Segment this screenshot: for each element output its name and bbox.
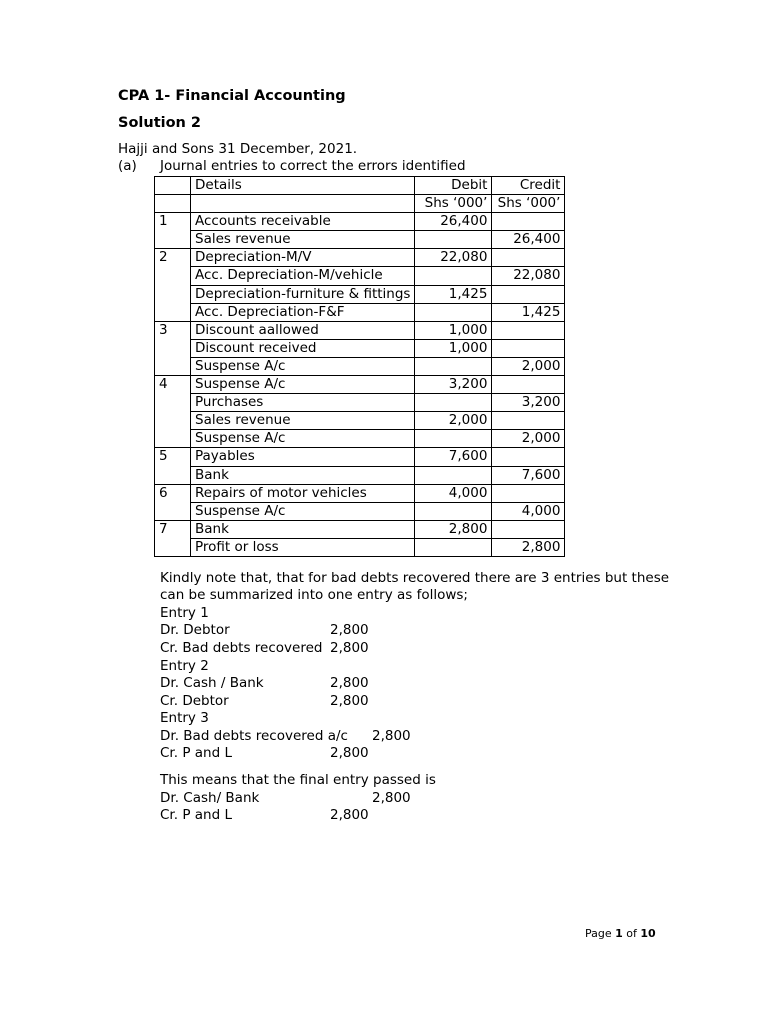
entry-number-cell: 2 xyxy=(155,249,191,321)
debit-cell xyxy=(415,357,492,375)
entry-number-cell: 6 xyxy=(155,484,191,520)
details-cell: Bank xyxy=(191,466,415,484)
header-cell-details: Details xyxy=(191,177,415,195)
company-line: Hajji and Sons 31 December, 2021. xyxy=(118,141,358,157)
table-row xyxy=(155,249,565,267)
table-row xyxy=(155,394,565,412)
entry-3-debit-amount: 2,800 xyxy=(372,728,411,744)
entry-number-cell: 1 xyxy=(155,213,191,249)
credit-cell: 22,080 xyxy=(492,267,565,285)
entry-number-cell: 3 xyxy=(155,321,191,375)
table-row xyxy=(155,502,565,520)
entry-2-credit-amount: 2,800 xyxy=(330,693,369,709)
debit-cell: 22,080 xyxy=(415,249,492,267)
debit-cell: 4,000 xyxy=(415,484,492,502)
debit-cell: 7,600 xyxy=(415,448,492,466)
page-number xyxy=(585,927,656,940)
credit-cell: 2,000 xyxy=(492,430,565,448)
credit-cell xyxy=(492,376,565,394)
credit-cell: 4,000 xyxy=(492,502,565,520)
entry-3-credit-amount: 2,800 xyxy=(330,745,369,761)
debit-cell: 2,000 xyxy=(415,412,492,430)
credit-cell: 2,800 xyxy=(492,538,565,556)
entry-1-debit-label: Dr. Debtor xyxy=(160,622,230,638)
details-cell: Bank xyxy=(191,520,415,538)
entry-2-credit-label: Cr. Debtor xyxy=(160,693,229,709)
details-cell: Discount received xyxy=(191,339,415,357)
details-cell: Acc. Depreciation-M/vehicle xyxy=(191,267,415,285)
entry-3-title: Entry 3 xyxy=(160,710,209,726)
details-cell: Suspense A/c xyxy=(191,502,415,520)
debit-cell: 2,800 xyxy=(415,520,492,538)
final-credit-label: Cr. P and L xyxy=(160,807,232,823)
credit-cell: 3,200 xyxy=(492,394,565,412)
details-cell: Payables xyxy=(191,448,415,466)
details-cell: Discount aallowed xyxy=(191,321,415,339)
unit-cell-debit: Shs ‘000’ xyxy=(415,195,492,213)
course-title: CPA 1- Financial Accounting xyxy=(118,88,346,104)
credit-cell xyxy=(492,448,565,466)
debit-cell xyxy=(415,430,492,448)
entry-1-title: Entry 1 xyxy=(160,605,209,621)
debit-cell xyxy=(415,267,492,285)
final-entry-intro: This means that the final entry passed is xyxy=(160,772,436,788)
page-current: 1 xyxy=(615,927,623,940)
entry-1-credit-amount: 2,800 xyxy=(330,640,369,656)
table-row xyxy=(155,520,565,538)
header-cell-debit: Debit xyxy=(415,177,492,195)
details-cell: Suspense A/c xyxy=(191,430,415,448)
final-debit-label: Dr. Cash/ Bank xyxy=(160,790,260,806)
table-row xyxy=(155,321,565,339)
entry-number-cell: 5 xyxy=(155,448,191,484)
table-row xyxy=(155,430,565,448)
debit-cell: 1,000 xyxy=(415,339,492,357)
table-row xyxy=(155,231,565,249)
table-header-row xyxy=(155,177,565,195)
debit-cell: 3,200 xyxy=(415,376,492,394)
table-row xyxy=(155,412,565,430)
table-unit-row xyxy=(155,195,565,213)
details-cell: Repairs of motor vehicles xyxy=(191,484,415,502)
debit-cell xyxy=(415,303,492,321)
details-cell: Accounts receivable xyxy=(191,213,415,231)
solution-title: Solution 2 xyxy=(118,115,202,131)
part-a-label: (a) xyxy=(118,158,137,174)
credit-cell xyxy=(492,520,565,538)
credit-cell: 26,400 xyxy=(492,231,565,249)
credit-cell xyxy=(492,339,565,357)
entry-3-debit-label: Dr. Bad debts recovered a/c xyxy=(160,728,348,744)
entry-number-cell: 4 xyxy=(155,376,191,448)
debit-cell xyxy=(415,538,492,556)
details-cell: Depreciation-M/V xyxy=(191,249,415,267)
final-debit-amount: 2,800 xyxy=(372,790,411,806)
credit-cell xyxy=(492,412,565,430)
header-cell-credit: Credit xyxy=(492,177,565,195)
unit-cell-credit: Shs ‘000’ xyxy=(492,195,565,213)
credit-cell xyxy=(492,321,565,339)
part-a-caption: Journal entries to correct the errors identified xyxy=(160,158,466,174)
debit-cell: 1,000 xyxy=(415,321,492,339)
page-word: Page xyxy=(585,927,612,940)
entry-1-credit-label: Cr. Bad debts recovered xyxy=(160,640,323,656)
credit-cell xyxy=(492,213,565,231)
debit-cell: 1,425 xyxy=(415,285,492,303)
entry-2-debit-amount: 2,800 xyxy=(330,675,369,691)
table-row xyxy=(155,376,565,394)
table-row xyxy=(155,285,565,303)
details-cell: Profit or loss xyxy=(191,538,415,556)
entry-1-debit-amount: 2,800 xyxy=(330,622,369,638)
table-row xyxy=(155,213,565,231)
entry-3-credit-label: Cr. P and L xyxy=(160,745,232,761)
entry-number-cell: 7 xyxy=(155,520,191,556)
table-row xyxy=(155,448,565,466)
debit-cell: 26,400 xyxy=(415,213,492,231)
details-cell: Acc. Depreciation-F&F xyxy=(191,303,415,321)
details-cell: Purchases xyxy=(191,394,415,412)
details-cell: Sales revenue xyxy=(191,231,415,249)
debit-cell xyxy=(415,466,492,484)
debit-cell xyxy=(415,231,492,249)
entry-2-title: Entry 2 xyxy=(160,658,209,674)
credit-cell: 2,000 xyxy=(492,357,565,375)
header-cell-no xyxy=(155,177,191,195)
details-cell: Sales revenue xyxy=(191,412,415,430)
table-row xyxy=(155,357,565,375)
debit-cell xyxy=(415,394,492,412)
table-row xyxy=(155,484,565,502)
journal-table xyxy=(154,176,565,557)
table-row xyxy=(155,339,565,357)
details-cell: Suspense A/c xyxy=(191,376,415,394)
table-row xyxy=(155,303,565,321)
note-intro-line-2: can be summarized into one entry as follows; xyxy=(160,587,468,603)
of-word: of xyxy=(626,927,637,940)
unit-cell-details xyxy=(191,195,415,213)
note-intro-line-1: Kindly note that, that for bad debts recovered there are 3 entries but these xyxy=(160,570,670,586)
credit-cell: 1,425 xyxy=(492,303,565,321)
credit-cell xyxy=(492,285,565,303)
debit-cell xyxy=(415,502,492,520)
credit-cell: 7,600 xyxy=(492,466,565,484)
credit-cell xyxy=(492,249,565,267)
details-cell: Depreciation-furniture & fittings xyxy=(191,285,415,303)
table-row xyxy=(155,267,565,285)
table-row xyxy=(155,538,565,556)
final-credit-amount: 2,800 xyxy=(330,807,369,823)
entry-2-debit-label: Dr. Cash / Bank xyxy=(160,675,264,691)
details-cell: Suspense A/c xyxy=(191,357,415,375)
unit-cell-no xyxy=(155,195,191,213)
table-row xyxy=(155,466,565,484)
page-total: 10 xyxy=(640,927,656,940)
credit-cell xyxy=(492,484,565,502)
